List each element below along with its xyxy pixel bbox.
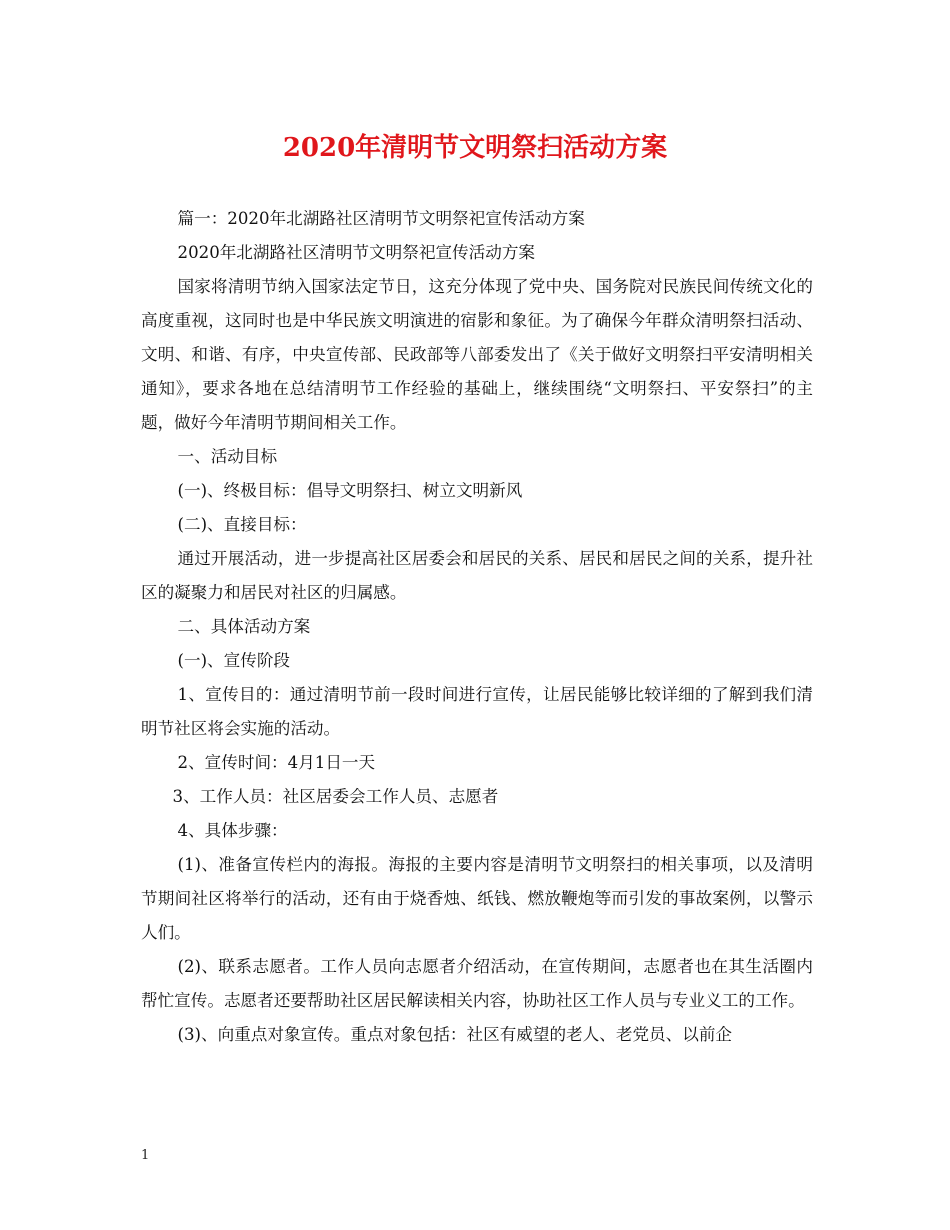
paragraph-1: 篇一：2020年北湖路社区清明节文明祭祀宣传活动方案 — [177, 209, 585, 228]
paragraph-9: (一)、宣传阶段 — [177, 651, 291, 670]
paragraph-5: (一)、终极目标：倡导文明祭扫、树立文明新风 — [177, 481, 523, 500]
paragraph-6: (二)、直接目标： — [177, 515, 307, 534]
paragraph-12: 3、工作人员：社区居委会工作人员、志愿者 — [172, 787, 499, 806]
paragraph-8: 二、具体活动方案 — [177, 617, 311, 636]
document-body — [141, 202, 813, 1052]
page-number: 1 — [141, 1148, 150, 1163]
paragraph-15: (2)、联系志愿者。工作人员向志愿者介绍活动，在宣传期间，志愿者也在其生活圈内帮忙宣传。志愿者还要帮助社区居民解读相关内容，协助社区工作人员与专业义工的工作。 — [141, 957, 813, 1010]
paragraph-7: 通过开展活动，进一步提高社区居委会和居民的关系、居民和居民之间的关系，提升社区的凝聚力和居民对社区的归属感。 — [141, 549, 813, 602]
paragraph-14: (1)、准备宣传栏内的海报。海报的主要内容是清明节文明祭扫的相关事项，以及清明节期间社区将举行的活动，还有由于烧香烛、纸钱、燃放鞭炮等而引发的事故案例，以警示人们。 — [141, 855, 813, 942]
paragraph-2: 2020年北湖路社区清明节文明祭祀宣传活动方案 — [177, 243, 536, 262]
paragraph-13: 4、具体步骤： — [177, 821, 288, 840]
paragraph-10: 1、宣传目的：通过清明节前一段时间进行宣传，让居民能够比较详细的了解到我们清明节社区将会实施的活动。 — [141, 685, 813, 738]
paragraph-11: 2、宣传时间：4月1日一天 — [177, 753, 376, 772]
paragraph-3: 国家将清明节纳入国家法定节日，这充分体现了党中央、国务院对民族民间传统文化的高度重视，这同时也是中华民族文明演进的宿影和象征。为了确保今年群众清明祭扫活动、文明、和谐、有序，中央宣传部、民政部等八部委发出了《关于做好文明祭扫平安清明相关通知》，要求各地在总结清明节工作经验的基础上，继续围绕“文明祭扫、平安祭扫”的主题，做好今年清明节期间相关工作。 — [141, 277, 813, 432]
paragraph-16: (3)、向重点对象宣传。重点对象包括：社区有威望的老人、老党员、以前企 — [177, 1025, 733, 1044]
document-title: 2020年清明节文明祭扫活动方案 — [282, 133, 668, 163]
paragraph-4: 一、活动目标 — [177, 447, 278, 466]
